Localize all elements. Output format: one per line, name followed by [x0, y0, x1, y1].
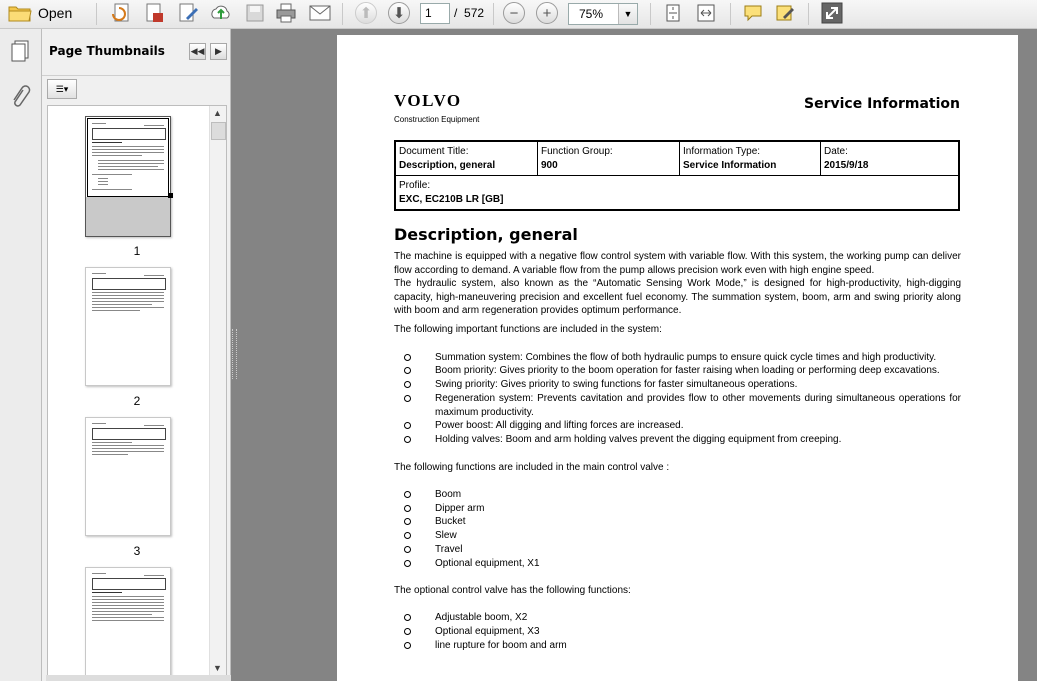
thumb-line — [98, 178, 108, 179]
fit-width-button[interactable] — [695, 2, 717, 24]
page-number-input[interactable]: 1 — [420, 3, 450, 24]
bullet — [404, 532, 411, 539]
convert-icon — [143, 2, 165, 24]
upload-button[interactable] — [208, 2, 234, 24]
email-button[interactable] — [308, 2, 332, 24]
list-item-text: Optional equipment, X1 — [435, 558, 540, 569]
toolbar — [0, 0, 1037, 29]
thumb-line — [92, 189, 132, 190]
thumb-line — [92, 423, 106, 424]
print-icon — [275, 3, 297, 23]
list-item-text: Boom priority: Gives priority to the boom operation for faster raising when loading or performing deep excavations. — [435, 365, 940, 376]
thumb-line — [92, 174, 132, 175]
next-page-button[interactable] — [388, 2, 410, 24]
toolbar-separator — [96, 3, 97, 25]
thumb-line — [92, 596, 164, 597]
thumb-line — [92, 298, 164, 299]
function-group-value: 900 — [541, 160, 558, 171]
thumb-line — [144, 125, 164, 126]
thumb-line — [92, 155, 142, 156]
page-down-icon: ⬇ — [388, 2, 410, 24]
toolbar-separator — [342, 3, 343, 25]
sign-icon — [775, 3, 795, 23]
bullet — [404, 642, 411, 649]
print-button[interactable] — [274, 2, 298, 24]
thumb-line — [98, 181, 108, 182]
thumb-line — [92, 592, 122, 593]
thumb-line — [98, 166, 158, 167]
document-meta-table — [394, 140, 960, 211]
rewind-icon: ◀◀ — [190, 46, 205, 56]
edit-icon — [177, 2, 199, 24]
toolbar-separator — [808, 3, 809, 25]
convert-button[interactable] — [142, 2, 166, 24]
save-button[interactable] — [244, 2, 266, 24]
thumb-line — [92, 301, 164, 302]
logo-subtitle: Construction Equipment — [394, 115, 480, 124]
thumbnail-label: 3 — [133, 544, 141, 558]
date-value: 2015/9/18 — [824, 160, 869, 171]
list-item-text: Summation system: Combines the flow of both hydraulic pumps to ensure quick cycle times and high productivity. — [435, 352, 937, 363]
thumb-line — [92, 448, 164, 449]
info-type-value: Service Information — [683, 160, 777, 171]
page-up-icon: ⬆ — [355, 2, 377, 24]
info-type-label: Information Type: — [683, 146, 761, 157]
attachments-tab[interactable] — [9, 85, 31, 112]
thumbnail-list — [47, 105, 227, 679]
thumb-line — [92, 123, 106, 124]
bullet — [404, 518, 411, 525]
toolbar-separator — [493, 3, 494, 25]
resize-handle[interactable] — [168, 193, 173, 198]
thumb-line — [92, 292, 164, 293]
bullet — [404, 560, 411, 567]
profile-label: Profile: — [399, 180, 431, 191]
bullet — [404, 381, 411, 388]
panel-resize-grip[interactable] — [232, 329, 237, 379]
thumb-line — [92, 599, 164, 600]
function-group-label: Function Group: — [541, 146, 613, 157]
scroll-up-icon[interactable]: ▲ — [213, 108, 222, 118]
play-icon: ▶ — [215, 46, 222, 56]
thumb-line — [92, 146, 164, 147]
edit-button[interactable] — [176, 2, 200, 24]
thumbnail-page-3[interactable] — [85, 417, 171, 536]
thumb-line — [92, 295, 164, 296]
thumb-line — [92, 149, 164, 150]
thumb-line — [144, 275, 164, 276]
list-item-text: Regeneration system: Prevents cavitation and provides flow to other movements during simultaneous operations for maximum productivity. — [435, 393, 961, 418]
open-label: Open — [38, 5, 73, 21]
page-thumbnails-tab[interactable] — [9, 39, 31, 66]
thumb-line — [92, 605, 164, 606]
thumb-line — [144, 575, 164, 576]
thumb-line — [98, 184, 108, 185]
panel-forward-button[interactable] — [210, 43, 227, 60]
list-item-text: Bucket — [435, 516, 466, 527]
doc-title-cell — [395, 141, 538, 176]
thumb-table — [92, 278, 166, 290]
date-label: Date: — [824, 146, 848, 157]
paragraph: The optional control valve has the following functions: — [394, 585, 631, 596]
thumb-line — [92, 451, 164, 452]
thumb-line — [92, 611, 164, 612]
fit-width-icon — [696, 3, 716, 23]
panel-title: Page Thumbnails — [49, 44, 165, 58]
fit-page-icon — [663, 3, 683, 23]
section-heading: Description, general — [394, 225, 578, 244]
expand-button[interactable] — [820, 2, 844, 24]
thumbnail-label: 2 — [133, 394, 141, 408]
thumb-line — [92, 620, 164, 621]
zoom-in-button[interactable] — [536, 2, 558, 24]
upload-icon — [209, 2, 233, 24]
thumb-table — [92, 578, 166, 590]
list-item-text: Dipper arm — [435, 503, 485, 514]
thumb-line — [92, 307, 164, 308]
folder-icon — [8, 3, 32, 23]
chevron-down-icon[interactable]: ▼ — [618, 4, 637, 24]
thumbnail-viewport-shade — [86, 197, 170, 236]
bullet — [404, 367, 411, 374]
panel-header — [42, 29, 230, 76]
save-icon — [245, 3, 265, 23]
thumb-line — [92, 310, 140, 311]
list-item-text: Holding valves: Boom and arm holding valves prevent the digging equipment from creeping. — [435, 434, 842, 445]
paragraph: The following important functions are included in the system: — [394, 324, 662, 335]
thumbnail-scrollbar[interactable] — [209, 106, 226, 678]
options-icon: ☰▾ — [55, 83, 69, 94]
list-item-text: Swing priority: Gives priority to swing functions for faster simultaneous operations. — [435, 379, 798, 390]
profile-cell — [395, 176, 959, 211]
list-item-text: line rupture for boom and arm — [435, 640, 567, 651]
previous-page-button[interactable] — [355, 2, 377, 24]
list-item-text: Boom — [435, 489, 462, 500]
bullet — [404, 546, 411, 553]
thumb-line — [98, 163, 164, 164]
list-item-text: Power boost: All digging and lifting forces are increased. — [435, 420, 684, 431]
thumbnail-page-4[interactable] — [85, 567, 171, 679]
thumb-line — [92, 442, 132, 443]
paperclip-icon — [9, 85, 31, 109]
thumb-line — [92, 602, 164, 603]
bullet — [404, 436, 411, 443]
doc-title-value: Description, general — [399, 160, 496, 171]
profile-value: EXC, EC210B LR [GB] — [399, 194, 504, 205]
create-pdf-icon — [111, 2, 133, 24]
bullet — [404, 422, 411, 429]
thumb-line — [92, 454, 128, 455]
list-item-text: Slew — [435, 530, 457, 541]
zoom-in-icon: + — [536, 2, 558, 24]
thumb-line — [92, 617, 164, 618]
page-separator: / — [454, 6, 458, 20]
scrollbar-thumb[interactable] — [211, 122, 226, 140]
list-item-text: Adjustable boom, X2 — [435, 612, 528, 623]
thumb-line — [98, 160, 164, 161]
page-total: 572 — [464, 6, 485, 20]
thumb-table — [92, 428, 166, 440]
volvo-logo: VOLVO — [394, 91, 462, 110]
bullet — [404, 628, 411, 635]
zoom-out-button[interactable] — [503, 2, 525, 24]
open-button[interactable] — [8, 2, 72, 24]
comment-icon — [743, 4, 763, 22]
thumbnail-label: 1 — [133, 244, 141, 258]
bullet — [404, 614, 411, 621]
thumb-line — [92, 304, 152, 305]
comment-button[interactable] — [742, 2, 764, 24]
info-type-cell — [680, 141, 821, 176]
email-icon — [309, 5, 331, 21]
zoom-select[interactable] — [568, 3, 638, 25]
function-group-cell — [538, 141, 680, 176]
thumb-line — [92, 608, 164, 609]
list-item-text: Travel — [435, 544, 463, 555]
paragraph: The machine is equipped with a negative flow control system with variable flow. With this system, the working pump can deliver flow according to demand. A variable flow from the pump allows precision work even with high engine speed. — [394, 251, 961, 276]
thumb-line — [92, 445, 164, 446]
thumb-table — [92, 128, 166, 140]
bullet — [404, 505, 411, 512]
options-menu-button[interactable] — [47, 79, 77, 99]
thumb-line — [92, 614, 152, 615]
collapse-panel-button[interactable] — [189, 43, 206, 60]
thumbnail-page-1[interactable] — [85, 116, 171, 237]
navigation-rail — [0, 29, 42, 681]
document-page — [337, 35, 1018, 681]
thumb-line — [98, 169, 164, 170]
thumb-line — [144, 425, 164, 426]
pages-icon — [9, 39, 31, 63]
toolbar-separator — [650, 3, 651, 25]
expand-icon — [821, 2, 843, 24]
thumbnails-panel — [42, 29, 231, 681]
paragraph: The following functions are included in the main control valve : — [394, 462, 670, 473]
list-item-text: Optional equipment, X3 — [435, 626, 540, 637]
thumb-line — [92, 142, 122, 143]
paragraph: The hydraulic system, also known as the “Automatic Sensing Work Mode,” is designed for high-productivity, high-digging capacity, high-maneuvering precision and excellent fuel economy. The summation system, boom, arm and swing priority along with boom and arm regeneration provides optimum performance. — [394, 278, 961, 316]
toolbar-separator — [730, 3, 731, 25]
doc-title-label: Document Title: — [399, 146, 469, 157]
thumb-line — [92, 152, 164, 153]
bullet — [404, 491, 411, 498]
thumbnail-page-2[interactable] — [85, 267, 171, 386]
zoom-out-icon: − — [503, 2, 525, 24]
create-pdf-button[interactable] — [110, 2, 134, 24]
bullet — [404, 354, 411, 361]
date-cell — [821, 141, 960, 176]
thumb-line — [92, 573, 106, 574]
thumb-line — [92, 273, 106, 274]
scroll-down-icon[interactable]: ▼ — [213, 663, 222, 673]
sign-button[interactable] — [774, 2, 796, 24]
fit-page-button[interactable] — [662, 2, 684, 24]
page-count — [454, 6, 484, 20]
zoom-value: 75% — [579, 7, 604, 21]
header-title: Service Information — [804, 96, 960, 112]
panel-horizontal-scrollbar[interactable] — [46, 675, 231, 681]
bullet — [404, 395, 411, 402]
